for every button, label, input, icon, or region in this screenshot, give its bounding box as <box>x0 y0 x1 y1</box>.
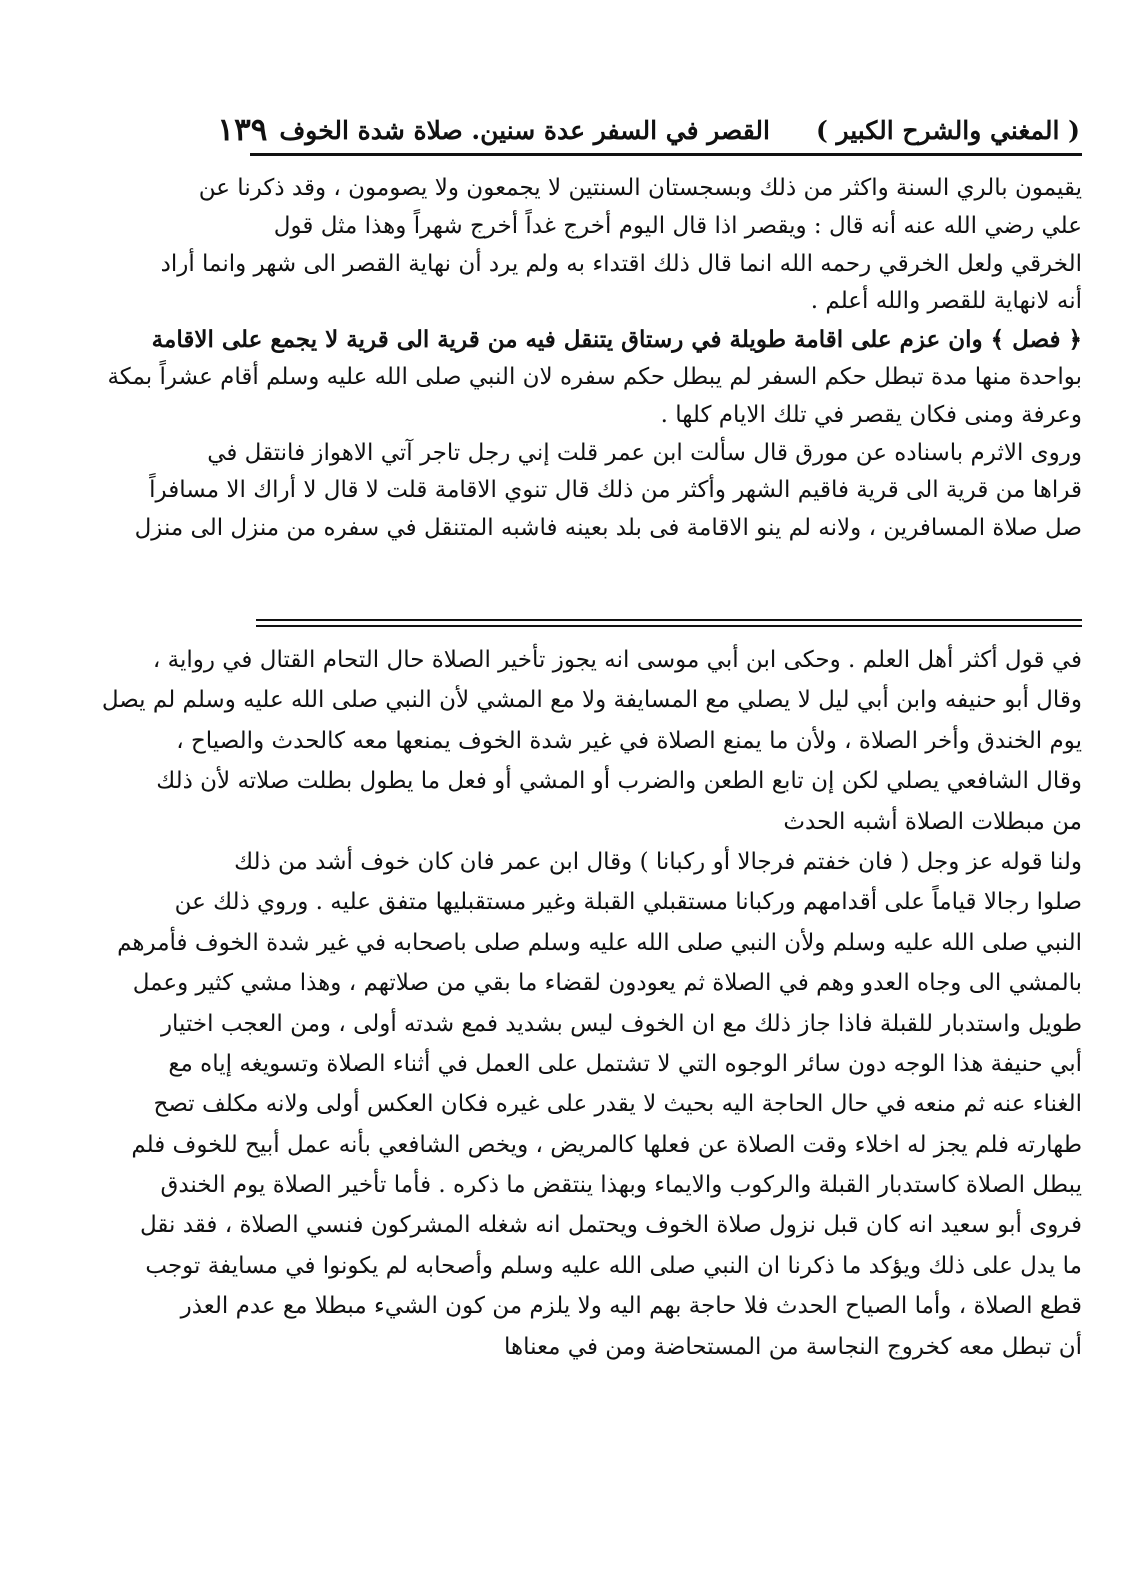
text-line: صل صلاة المسافرين ، ولانه لم ينو الاقامة فى بلد بعينه فاشبه المتنقل في سفره من منزل الى منزل <box>134 515 1082 542</box>
text-line: طهارته فلم يجز له اخلاء وقت الصلاة عن فعلها كالمريض ، ويخص الشافعي بأنه عمل أبيح للخوف فلم <box>131 1131 1082 1158</box>
text-line: يقيمون بالري السنة واكثر من ذلك وبسجستان السنتين لا يجمعون ولا يصومون ، وقد ذكرنا عن <box>198 175 1082 201</box>
text-line: صلوا رجالا قياماً على أقدامهم وركبانا مستقبلي القبلة وغير مستقبليها متفق عليه . وروي ذلك عن <box>174 889 1082 916</box>
page-header <box>217 110 1080 150</box>
text-line: وقال الشافعي يصلي لكن إن تابع الطعن والضرب أو المشي أو فعل ما يطول بطلت صلاته لأن ذلك <box>156 768 1082 795</box>
book-title: ( المغني والشرح الكبير ) <box>815 115 1080 145</box>
text-line: أبي حنيفة هذا الوجه دون سائر الوجوه التي لا تشتمل على العمل في أثناء الصلاة وتسويغه إياه مع <box>168 1050 1082 1077</box>
text-line: علي رضي الله عنه أنه قال : ويقصر اذا قال اليوم أخرج غداً أخرج شهراً وهذا مثل قول <box>273 212 1082 239</box>
text-line: الغناء عنه ثم منعه في حال الحاجة اليه بحيث لا يقدر على غيره فكان العكس أولى ولانه مكلف تصح <box>153 1091 1082 1118</box>
text-line: يبطل الصلاة كاستدبار القبلة والركوب والايماء وبهذا ينتقض ما ذكره . فأما تأخير الصلاة يوم الخندق <box>160 1172 1082 1199</box>
text-line: طويل واستدبار للقبلة فاذا جاز ذلك مع ان الخوف ليس بشديد فمع شدته أولى ، ومن العجب اختيار <box>160 1010 1082 1037</box>
text-line: يوم الخندق وأخر الصلاة ، ولأن ما يمنع الصلاة في غير شدة الخوف يمنعها معه كالحدث والصياح ، <box>176 727 1082 754</box>
page-number: ١٣٩ <box>217 112 268 148</box>
chapter-title: القصر في السفر عدة سنين. صلاة شدة الخوف <box>279 115 770 145</box>
header-rule <box>250 153 1082 156</box>
text-line: ما يدل على ذلك ويؤكد ما ذكرنا ان النبي صلى الله عليه وسلم وأصحابه لم يكونوا في مسايفة توجب <box>145 1252 1082 1279</box>
text-line: النبي صلى الله عليه وسلم ولأن النبي صلى الله عليه وسلم صلى باصحابه في غير شدة الخوف فأمرهم <box>117 929 1082 956</box>
text-line: فروى أبو سعيد انه كان قبل نزول صلاة الخوف ويحتمل انه شغله المشركون فنسي الصلاة ، فقد نقل <box>139 1212 1082 1239</box>
text-line: وروى الاثرم باسناده عن مورق قال سألت ابن عمر قلت إني رجل تاجر آتي الاهواز فانتقل في <box>207 439 1082 466</box>
text-line: من مبطلات الصلاة أشبه الحدث <box>783 808 1082 835</box>
text-line: وقال أبو حنيفه وابن أبي ليل لا يصلي مع المسايفة ولا مع المشي لأن النبي صلى الله عليه وسلم لم يصل <box>101 687 1082 714</box>
section-divider <box>256 619 1082 627</box>
text-line: بواحدة منها مدة تبطل حكم السفر لم يبطل حكم سفره لان النبي صلى الله عليه وسلم أقام عشراً بمكة <box>107 363 1082 390</box>
text-line: قطع الصلاة ، وأما الصياح الحدث فلا حاجة بهم اليه ولا يلزم من كون الشيء مبطلا مع عدم العذر <box>180 1293 1082 1320</box>
text-line: أن تبطل معه كخروج النجاسة من المستحاضة ومن في معناها <box>504 1333 1082 1360</box>
text-line: بالمشي الى وجاه العدو وهم في الصلاة ثم يعودون لقضاء ما بقي من صلاتهم ، وهذا مشي كثير وعمل <box>132 970 1082 997</box>
upper-text-block <box>107 170 1082 548</box>
text-line: قراها من قرية الى قرية فاقيم الشهر وأكثر من ذلك قال تنوي الاقامة قلت لا قال لا أراك الا مسافراً <box>149 477 1082 504</box>
section-heading-line: ﴿ فصل ﴾ وان عزم على اقامة طويلة في رستاق يتنقل فيه من قرية الى قرية لا يجمع على الاقامة <box>151 326 1082 354</box>
lower-text-block <box>101 640 1082 1367</box>
text-line: ولنا قوله عز وجل ( فان خفتم فرجالا أو ركبانا ) وقال ابن عمر فان كان خوف أشد من ذلك <box>234 848 1082 875</box>
text-line: أنه لانهاية للقصر والله أعلم . <box>810 288 1082 315</box>
text-line: في قول أكثر أهل العلم . وحكى ابن أبي موسى انه يجوز تأخير الصلاة حال التحام القتال في رواية ، <box>152 647 1082 673</box>
text-line: الخرقي ولعل الخرقي رحمه الله انما قال ذلك اقتداء به ولم يرد أن نهاية القصر الى شهر وانما أراد <box>160 250 1082 277</box>
text-line: وعرفة ومنى فكان يقصر في تلك الايام كلها . <box>660 401 1082 428</box>
